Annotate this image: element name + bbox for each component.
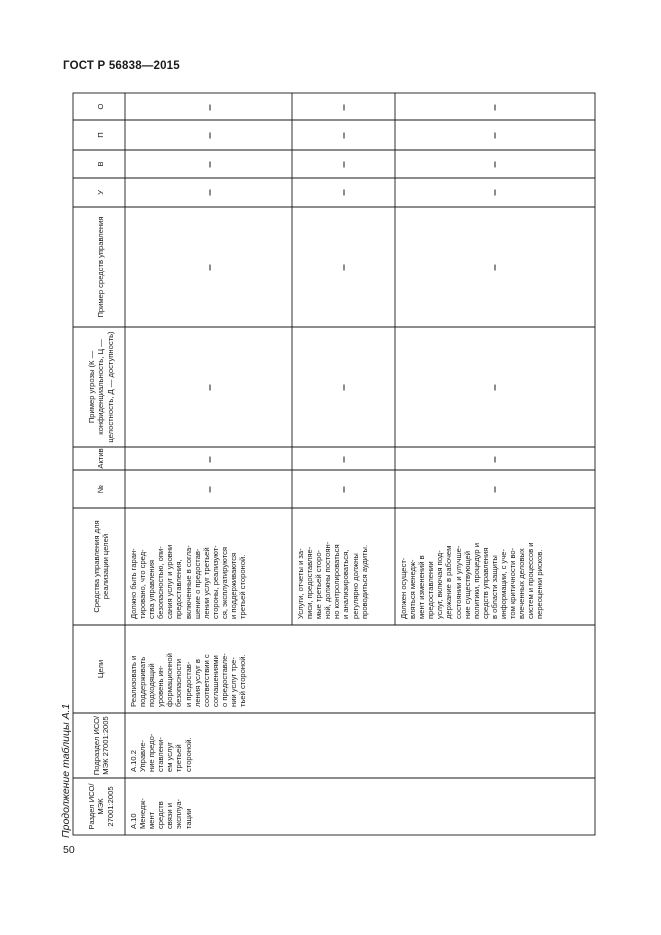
header-cell-p: П [96,132,106,138]
row1-dash-asset [210,457,211,463]
row2-dash-u [344,190,345,196]
row1-subsection: А.10.2 Управле- ние предо- ставлени- ем услуг третьей стороной. [129,733,193,772]
header-cell-u: У [96,190,106,195]
table-border [73,93,595,835]
row3-dash-example [495,265,496,271]
row1-section: А.10 Менедж- мент средств связи и эксплуа- тации [129,798,193,829]
row2-dash-example [344,265,345,271]
header-cell-subsection: Подраздел ИСО/МЭК 27001:2005 [91,715,110,776]
row1-dash-threat [210,385,211,391]
header-cell-o: О [96,103,106,110]
row2-dash-v [344,162,345,168]
table-caption: Продолжение таблицы А.1 [60,703,72,838]
row3-dash-o [495,105,496,111]
header-cell-example-controls: Пример средств управления [96,216,106,318]
row3-controls: Должен осущест- вляться менедж- мент изменений в предоставлении услуг, включая под- держание в рабочем состоянии и улучше- ние существующей политики, процедур и средств управления в области защиты информации, с уче- том критичности во- влеченных деловых систем и процессов и переоценки рисков. [399,542,545,619]
row2-dash-threat [344,385,345,391]
header-cell-v: В [96,161,106,167]
header-cell-threat: Пример угрозы (К — конфиденциальность, Ц — целостность, Д — доступность) [87,331,115,443]
row3-dash-u [495,190,496,196]
row1-controls: Должно быть гаран- тировано, что сред- ства управления безопасностью, опи- сания услуг и уровни предоставления, включенные в согла- шение о предостав- лении услуг третьей стороны, реализуют- ся, эксплуатируются и поддерживаются третьей стороной. [129,544,248,619]
header-cell-asset: Актив [96,448,106,469]
header-cell-no: № [96,484,106,494]
row2-dash-section [344,487,345,493]
row1-dash-o [210,105,211,111]
row2-dash-asset [344,457,345,463]
row1-dash-v [210,162,211,168]
header-cell-goals: Цели [96,659,106,679]
row3-dash-section [495,487,496,493]
row2-dash-p [344,133,345,139]
row1-dash-example [210,265,211,271]
row3-dash-p [495,133,496,139]
header-cell-controls: Средства управления для реализации целей [91,520,110,613]
row2-dash-o [344,105,345,111]
header-cell-section: Раздел ИСО/МЭК 27001:2005 [87,783,115,830]
row1-goals: Реализовать и поддерживать подходящий уровень ин- формационной безопасности и предостав- ления услуг в соответствии с соглашениями о предоставле- нии услуг тре- тьей стороной. [129,653,248,707]
row1-dash-section [210,487,211,493]
row2-controls: Услуги, отчеты и за- писи, предоставляе- мые третьей сторо- ной, должны постоян- но контролироваться и анализироваться, регулярно должны проводиться аудиты. [296,541,369,619]
row3-dash-v [495,162,496,168]
row1-dash-u [210,190,211,196]
row1-dash-p [210,133,211,139]
row3-dash-asset [495,457,496,463]
document-header: ГОСТ Р 56838—2015 [63,60,180,72]
row3-dash-threat [495,385,496,391]
page-number: 50 [63,844,75,856]
header-cell-section-no [80,470,122,508]
